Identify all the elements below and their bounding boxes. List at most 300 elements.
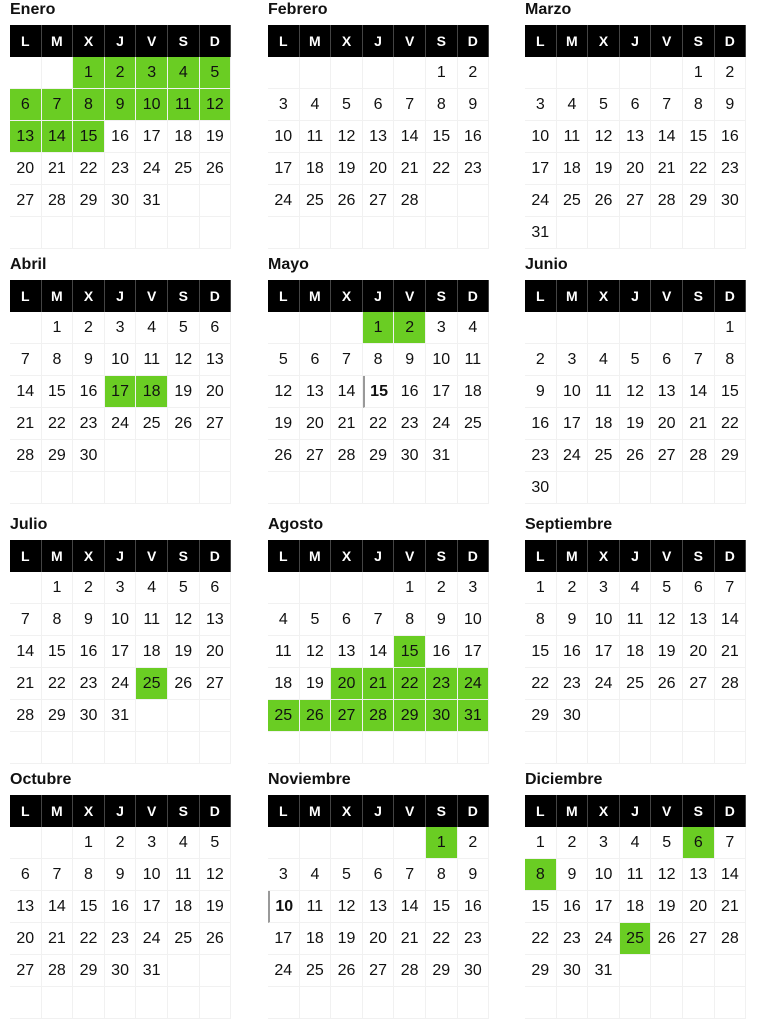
day-cell: 10 (557, 376, 589, 408)
weekday-header: J (620, 25, 652, 57)
weekday-header: L (268, 25, 300, 57)
empty-cell (426, 472, 458, 504)
day-cell: 8 (683, 89, 715, 121)
holiday-day-cell: 28 (363, 700, 395, 732)
day-cell: 10 (136, 859, 168, 891)
empty-cell (588, 700, 620, 732)
day-cell: 27 (620, 185, 652, 217)
day-cell: 8 (363, 344, 395, 376)
empty-cell (620, 57, 652, 89)
day-cell: 2 (715, 57, 747, 89)
weekday-header: J (363, 795, 395, 827)
day-cell: 14 (715, 604, 747, 636)
day-cell: 29 (525, 955, 557, 987)
empty-cell (105, 440, 137, 472)
empty-cell (168, 700, 200, 732)
day-cell: 29 (525, 700, 557, 732)
holiday-day-cell: 27 (331, 700, 363, 732)
day-cell: 25 (588, 440, 620, 472)
day-cell: 21 (715, 636, 747, 668)
day-cell: 9 (715, 89, 747, 121)
day-cell: 27 (200, 408, 232, 440)
day-cell: 2 (105, 827, 137, 859)
day-cell: 31 (105, 700, 137, 732)
empty-cell (651, 312, 683, 344)
empty-cell (588, 987, 620, 1019)
month-grid (525, 795, 746, 1019)
empty-cell (588, 217, 620, 249)
day-cell: 4 (588, 344, 620, 376)
day-cell: 6 (363, 859, 395, 891)
holiday-day-cell: 25 (620, 923, 652, 955)
day-cell: 18 (588, 408, 620, 440)
day-cell: 30 (73, 700, 105, 732)
day-cell: 4 (300, 89, 332, 121)
day-cell: 14 (715, 859, 747, 891)
day-cell: 9 (73, 604, 105, 636)
day-cell: 2 (525, 344, 557, 376)
empty-cell (168, 217, 200, 249)
weekday-header: M (557, 795, 589, 827)
empty-cell (715, 955, 747, 987)
day-cell: 29 (73, 185, 105, 217)
weekday-header: D (715, 25, 747, 57)
day-cell: 13 (10, 891, 42, 923)
empty-cell (363, 572, 395, 604)
day-cell: 22 (426, 923, 458, 955)
day-cell: 22 (73, 153, 105, 185)
day-cell: 2 (426, 572, 458, 604)
empty-cell (300, 312, 332, 344)
day-cell: 1 (394, 572, 426, 604)
day-cell: 5 (168, 572, 200, 604)
empty-cell (331, 572, 363, 604)
day-cell: 19 (300, 668, 332, 700)
weekday-header: X (588, 795, 620, 827)
day-cell: 3 (458, 572, 490, 604)
day-cell: 1 (73, 827, 105, 859)
weekday-header: S (426, 795, 458, 827)
empty-cell (42, 827, 74, 859)
day-cell: 22 (42, 408, 74, 440)
day-cell: 24 (136, 923, 168, 955)
empty-cell (10, 57, 42, 89)
day-cell: 5 (620, 344, 652, 376)
weekday-header: J (363, 540, 395, 572)
holiday-day-cell: 8 (525, 859, 557, 891)
day-cell: 23 (73, 408, 105, 440)
empty-cell (73, 217, 105, 249)
weekday-header: J (620, 540, 652, 572)
weekday-header: S (683, 795, 715, 827)
month-grid (268, 280, 489, 504)
weekday-header: J (105, 795, 137, 827)
weekday-header: L (525, 280, 557, 312)
weekday-header: S (683, 25, 715, 57)
day-cell: 2 (557, 827, 589, 859)
empty-cell (136, 732, 168, 764)
holiday-day-cell: 31 (458, 700, 490, 732)
weekday-header: V (136, 25, 168, 57)
day-cell: 11 (268, 636, 300, 668)
day-cell: 11 (136, 344, 168, 376)
day-cell: 12 (300, 636, 332, 668)
day-cell: 4 (620, 827, 652, 859)
day-cell: 16 (73, 376, 105, 408)
day-cell: 3 (136, 827, 168, 859)
month-title: Julio (10, 516, 48, 533)
day-cell: 9 (525, 376, 557, 408)
day-cell: 8 (42, 604, 74, 636)
weekday-header: S (426, 25, 458, 57)
day-cell: 18 (300, 153, 332, 185)
weekday-header: L (10, 540, 42, 572)
empty-cell (10, 217, 42, 249)
empty-cell (331, 312, 363, 344)
day-cell: 5 (168, 312, 200, 344)
day-cell: 2 (458, 57, 490, 89)
day-cell: 29 (363, 440, 395, 472)
day-cell: 16 (525, 408, 557, 440)
day-cell: 18 (300, 923, 332, 955)
day-cell: 18 (168, 121, 200, 153)
day-cell: 4 (136, 312, 168, 344)
empty-cell (363, 57, 395, 89)
holiday-day-cell: 8 (73, 89, 105, 121)
day-cell: 31 (525, 217, 557, 249)
day-cell: 3 (426, 312, 458, 344)
day-cell: 19 (588, 153, 620, 185)
weekday-header: V (136, 795, 168, 827)
empty-cell (300, 987, 332, 1019)
weekday-header: D (200, 795, 232, 827)
day-cell: 19 (651, 891, 683, 923)
day-cell: 7 (394, 89, 426, 121)
day-cell: 6 (683, 572, 715, 604)
day-cell: 9 (105, 859, 137, 891)
weekday-header: S (168, 795, 200, 827)
day-cell: 19 (200, 891, 232, 923)
day-cell: 25 (168, 153, 200, 185)
day-cell: 1 (525, 827, 557, 859)
empty-cell (331, 987, 363, 1019)
empty-cell (200, 732, 232, 764)
empty-cell (168, 185, 200, 217)
day-cell: 16 (73, 636, 105, 668)
day-cell: 14 (42, 891, 74, 923)
empty-cell (42, 57, 74, 89)
day-cell: 28 (42, 185, 74, 217)
day-cell: 3 (525, 89, 557, 121)
holiday-day-cell: 2 (394, 312, 426, 344)
day-cell: 14 (363, 636, 395, 668)
empty-cell (331, 827, 363, 859)
empty-cell (363, 827, 395, 859)
day-cell: 24 (105, 668, 137, 700)
day-cell: 12 (588, 121, 620, 153)
month-grid (10, 280, 231, 504)
empty-cell (331, 57, 363, 89)
empty-cell (394, 827, 426, 859)
holiday-day-cell: 9 (105, 89, 137, 121)
empty-cell (168, 440, 200, 472)
day-cell: 3 (268, 89, 300, 121)
empty-cell (458, 732, 490, 764)
weekday-header: X (331, 25, 363, 57)
day-cell: 7 (394, 859, 426, 891)
day-cell: 20 (300, 408, 332, 440)
month-grid (268, 540, 489, 764)
day-cell: 26 (620, 440, 652, 472)
holiday-day-cell: 22 (394, 668, 426, 700)
holiday-day-cell: 29 (394, 700, 426, 732)
day-cell: 28 (715, 923, 747, 955)
weekday-header: D (458, 280, 490, 312)
empty-cell (588, 57, 620, 89)
weekday-header: M (300, 25, 332, 57)
day-cell: 3 (105, 572, 137, 604)
weekday-header: L (268, 795, 300, 827)
day-cell: 7 (10, 344, 42, 376)
day-cell: 21 (394, 153, 426, 185)
holiday-day-cell: 23 (426, 668, 458, 700)
empty-cell (268, 987, 300, 1019)
weekday-header: L (10, 280, 42, 312)
weekday-header: J (620, 280, 652, 312)
day-cell: 8 (394, 604, 426, 636)
day-cell: 30 (73, 440, 105, 472)
day-cell: 17 (525, 153, 557, 185)
empty-cell (363, 987, 395, 1019)
day-cell: 2 (73, 572, 105, 604)
day-cell: 19 (200, 121, 232, 153)
day-cell: 26 (331, 185, 363, 217)
day-cell: 21 (683, 408, 715, 440)
weekday-header: D (200, 25, 232, 57)
day-cell: 27 (363, 185, 395, 217)
month-grid (10, 25, 231, 249)
day-cell: 9 (557, 859, 589, 891)
day-cell: 23 (458, 153, 490, 185)
day-cell: 10 (525, 121, 557, 153)
day-cell: 9 (426, 604, 458, 636)
empty-cell (683, 312, 715, 344)
day-cell: 1 (42, 312, 74, 344)
empty-cell (200, 955, 232, 987)
empty-cell (394, 732, 426, 764)
empty-cell (458, 185, 490, 217)
empty-cell (525, 312, 557, 344)
day-cell: 4 (168, 827, 200, 859)
day-cell: 28 (10, 440, 42, 472)
day-cell: 15 (525, 636, 557, 668)
day-cell: 3 (105, 312, 137, 344)
day-cell: 9 (394, 344, 426, 376)
day-cell: 10 (426, 344, 458, 376)
day-cell: 4 (136, 572, 168, 604)
day-cell: 16 (426, 636, 458, 668)
weekday-header: L (525, 25, 557, 57)
day-cell: 29 (715, 440, 747, 472)
empty-cell (105, 987, 137, 1019)
weekday-header: X (588, 280, 620, 312)
day-cell: 17 (557, 408, 589, 440)
day-cell: 2 (458, 827, 490, 859)
empty-cell (331, 217, 363, 249)
empty-cell (620, 987, 652, 1019)
empty-cell (458, 440, 490, 472)
empty-cell (683, 472, 715, 504)
empty-cell (588, 732, 620, 764)
empty-cell (426, 217, 458, 249)
day-cell: 19 (620, 408, 652, 440)
day-cell: 26 (168, 668, 200, 700)
day-cell: 21 (42, 153, 74, 185)
holiday-day-cell: 1 (426, 827, 458, 859)
empty-cell (620, 312, 652, 344)
holiday-day-cell: 5 (200, 57, 232, 89)
empty-cell (73, 472, 105, 504)
day-cell: 6 (10, 859, 42, 891)
empty-cell (10, 572, 42, 604)
day-cell: 24 (588, 923, 620, 955)
day-cell: 23 (557, 923, 589, 955)
empty-cell (620, 955, 652, 987)
empty-cell (458, 472, 490, 504)
day-cell: 1 (683, 57, 715, 89)
day-cell: 21 (42, 923, 74, 955)
day-cell: 7 (715, 572, 747, 604)
day-cell: 24 (136, 153, 168, 185)
empty-cell (268, 732, 300, 764)
day-cell: 13 (683, 604, 715, 636)
empty-cell (136, 217, 168, 249)
day-cell: 12 (168, 344, 200, 376)
holiday-day-cell: 10 (136, 89, 168, 121)
weekday-header: D (715, 795, 747, 827)
day-cell: 3 (588, 827, 620, 859)
day-cell: 4 (458, 312, 490, 344)
empty-cell (525, 987, 557, 1019)
empty-cell (331, 732, 363, 764)
day-cell: 2 (73, 312, 105, 344)
day-cell: 4 (557, 89, 589, 121)
day-cell: 22 (683, 153, 715, 185)
month-grid (10, 795, 231, 1019)
day-cell: 15 (683, 121, 715, 153)
empty-cell (683, 955, 715, 987)
day-cell: 30 (458, 955, 490, 987)
holiday-day-cell: 6 (683, 827, 715, 859)
weekday-header: M (42, 25, 74, 57)
day-cell: 21 (331, 408, 363, 440)
local-holiday-day-cell: 15 (363, 376, 395, 408)
day-cell: 11 (136, 604, 168, 636)
day-cell: 24 (268, 955, 300, 987)
holiday-day-cell: 21 (363, 668, 395, 700)
day-cell: 24 (268, 185, 300, 217)
day-cell: 24 (557, 440, 589, 472)
holiday-day-cell: 14 (42, 121, 74, 153)
day-cell: 21 (10, 668, 42, 700)
day-cell: 17 (588, 891, 620, 923)
day-cell: 18 (168, 891, 200, 923)
empty-cell (42, 732, 74, 764)
empty-cell (268, 572, 300, 604)
empty-cell (168, 987, 200, 1019)
day-cell: 13 (200, 344, 232, 376)
day-cell: 27 (363, 955, 395, 987)
holiday-day-cell: 7 (42, 89, 74, 121)
day-cell: 11 (300, 121, 332, 153)
day-cell: 26 (200, 153, 232, 185)
holiday-day-cell: 6 (10, 89, 42, 121)
weekday-header: S (426, 280, 458, 312)
day-cell: 22 (42, 668, 74, 700)
day-cell: 27 (300, 440, 332, 472)
day-cell: 18 (620, 636, 652, 668)
empty-cell (557, 472, 589, 504)
holiday-day-cell: 30 (426, 700, 458, 732)
day-cell: 19 (168, 376, 200, 408)
empty-cell (715, 987, 747, 1019)
day-cell: 11 (557, 121, 589, 153)
holiday-day-cell: 20 (331, 668, 363, 700)
day-cell: 14 (394, 891, 426, 923)
day-cell: 30 (105, 185, 137, 217)
month-grid (525, 280, 746, 504)
day-cell: 20 (363, 923, 395, 955)
empty-cell (73, 987, 105, 1019)
day-cell: 20 (10, 153, 42, 185)
day-cell: 20 (10, 923, 42, 955)
month-title: Enero (10, 1, 56, 18)
weekday-header: J (105, 540, 137, 572)
weekday-header: X (331, 280, 363, 312)
weekday-header: X (588, 540, 620, 572)
day-cell: 6 (651, 344, 683, 376)
day-cell: 9 (458, 859, 490, 891)
empty-cell (200, 185, 232, 217)
empty-cell (42, 472, 74, 504)
day-cell: 18 (557, 153, 589, 185)
day-cell: 26 (200, 923, 232, 955)
empty-cell (105, 732, 137, 764)
empty-cell (168, 955, 200, 987)
empty-cell (426, 732, 458, 764)
empty-cell (557, 987, 589, 1019)
empty-cell (300, 572, 332, 604)
empty-cell (715, 472, 747, 504)
weekday-header: X (331, 795, 363, 827)
day-cell: 15 (426, 891, 458, 923)
day-cell: 5 (268, 344, 300, 376)
day-cell: 26 (168, 408, 200, 440)
empty-cell (620, 472, 652, 504)
day-cell: 8 (42, 344, 74, 376)
day-cell: 28 (394, 955, 426, 987)
weekday-header: M (557, 25, 589, 57)
day-cell: 22 (525, 923, 557, 955)
day-cell: 26 (651, 668, 683, 700)
holiday-day-cell: 1 (73, 57, 105, 89)
weekday-header: V (394, 25, 426, 57)
empty-cell (525, 57, 557, 89)
day-cell: 20 (683, 891, 715, 923)
empty-cell (10, 732, 42, 764)
day-cell: 7 (683, 344, 715, 376)
day-cell: 21 (651, 153, 683, 185)
